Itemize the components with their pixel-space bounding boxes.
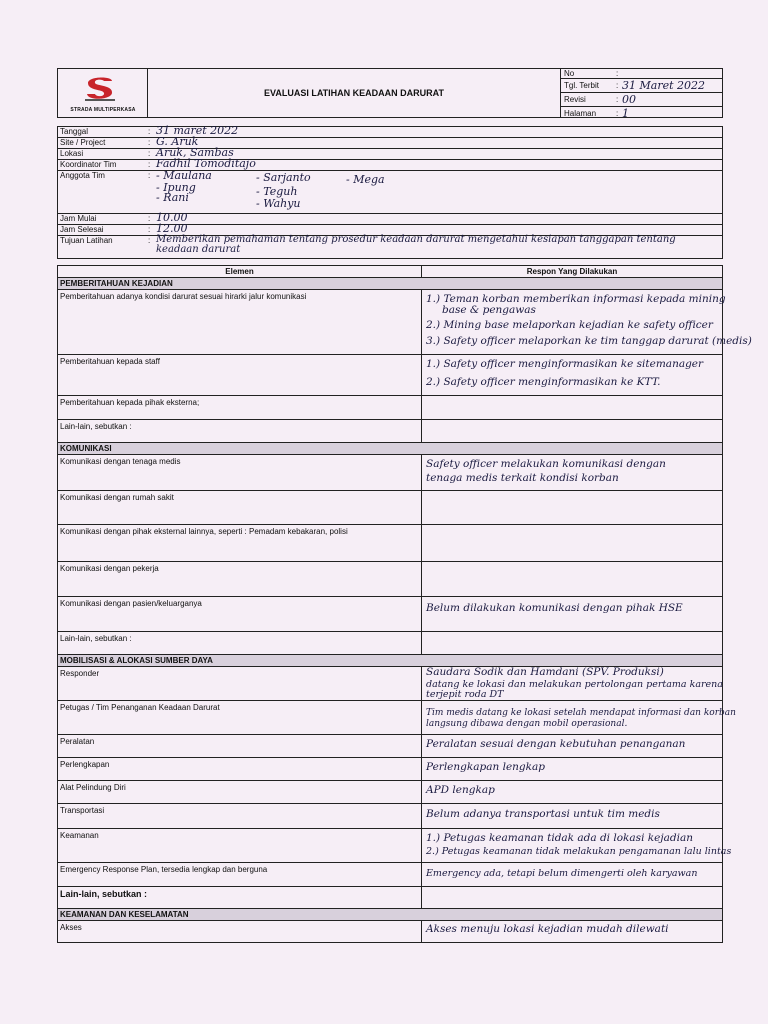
table-row: Pemberitahuan kepada staff 1.) Safety officer menginformasikan ke sitemanager 2.) Safety officer menginformasikan ke KTT. [58,355,722,396]
column-respon: Respon Yang Dilakukan [526,267,618,276]
evaluation-table [57,265,752,943]
section-keamanan: KEAMANAN DAN KESELAMATAN [58,909,722,921]
table-row: Transportasi Belum adanya transportasi untuk tim medis [58,804,722,829]
info-jam-selesai: Jam Selesai : 12.00 [58,225,722,236]
column-elemen: Elemen [58,266,422,277]
table-row: Komunikasi dengan pasien/keluarganya Belum dilakukan komunikasi dengan pihak HSE [58,597,722,632]
table-row: Lain-lain, sebutkan : [58,420,722,443]
section-komunikasi: KOMUNIKASI [58,443,722,455]
member: - Rani [156,191,189,204]
table-row: Komunikasi dengan pekerja [58,562,722,597]
table-row: Pemberitahuan kepada pihak eksterna; [58,396,722,420]
logo-cell [58,69,148,117]
table-row: Komunikasi dengan pihak eksternal lainnya, seperti : Pemadam kebakaran, polisi [58,525,722,562]
info-site: Site / Project : G. Aruk [58,138,722,149]
document-title: EVALUASI LATIHAN KEADAAN DARURAT [148,69,561,117]
team-members [156,171,722,213]
member: - Teguh [256,185,298,198]
company-logo [82,73,118,103]
member: - Sarjanto [256,171,311,184]
table-row: Petugas / Tim Penanganan Keadaan Darurat Tim medis datang ke lokasi setelah mendapat informasi dan korban langsung dibawa dengan mobil operasional. [58,701,722,735]
table-row: Lain-lain, sebutkan : [58,632,722,655]
company-name: STRADA MULTIPERKASA [70,107,136,113]
meta-revisi: Revisi : 00 [561,93,722,107]
member: - Mega [346,173,385,186]
section-pemberitahuan: PEMBERITAHUAN KEJADIAN [58,278,722,290]
table-header [58,266,722,278]
section-mobilisasi: MOBILISASI & ALOKASI SUMBER DAYA [58,655,722,667]
info-lokasi: Lokasi : Aruk, Sambas [58,149,722,160]
member: - Wahyu [256,197,301,210]
document-header [57,68,723,118]
table-row: Akses Akses menuju lokasi kejadian mudah dilewati [58,921,722,942]
table-row: Alat Pelindung Diri APD lengkap [58,781,722,804]
member: - Ipung [156,181,196,194]
meta-tgl-terbit: Tgl. Terbit : 31 Maret 2022 [561,79,722,93]
member: - Maulana [156,169,212,182]
table-row: Peralatan Peralatan sesuai dengan kebutuhan penanganan [58,735,722,758]
table-row: Responder Saudara Sodik dan Hamdani (SPV. Produksi) datang ke lokasi dan melakukan pertolongan pertama karena terjepit roda DT [60,666,723,700]
document-meta [561,69,722,120]
exercise-info [57,126,723,259]
info-koordinator: Koordinator Tim : Fadhil Tomoditajo [58,160,722,171]
meta-halaman: Halaman : 1 [564,107,629,120]
table-row: Pemberitahuan adanya kondisi darurat sesuai hirarki jalur komunikasi 1.) Teman korban memberikan informasi kepada mining base & pengawas 2.) Mining base melaporkan kejadian ke safety officer 3.) Safety officer melaporkan ke tim tanggap darurat (medis) [58,290,722,355]
table-row: Keamanan 1.) Petugas keamanan tidak ada di lokasi kejadian 2.) Petugas keamanan tidak melakukan pengamanan lalu lintas [58,829,722,863]
info-tanggal: Tanggal : 31 maret 2022 [58,127,722,138]
info-tujuan: Tujuan Latihan : Memberikan pemahaman tentang prosedur keadaan darurat mengetahui kesiapan tanggapan tentang keadaan darurat [60,234,676,255]
table-row: Emergency Response Plan, tersedia lengkap dan berguna Emergency ada, tetapi belum dimengerti oleh karyawan [58,863,722,887]
table-row: Komunikasi dengan rumah sakit [58,491,722,525]
table-row: Lain-lain, sebutkan : [58,887,722,909]
info-jam-mulai: Jam Mulai : 10.00 [58,214,722,225]
meta-no: No : [561,69,722,79]
info-anggota: Anggota Tim : - Maulana - Ipung - Rani - Sarjanto - Teguh - Wahyu - Mega [58,171,722,214]
table-row: Komunikasi dengan tenaga medis Safety officer melakukan komunikasi dengan tenaga medis terkait kondisi korban [58,455,722,491]
table-row: Perlengkapan Perlengkapan lengkap [58,758,722,781]
